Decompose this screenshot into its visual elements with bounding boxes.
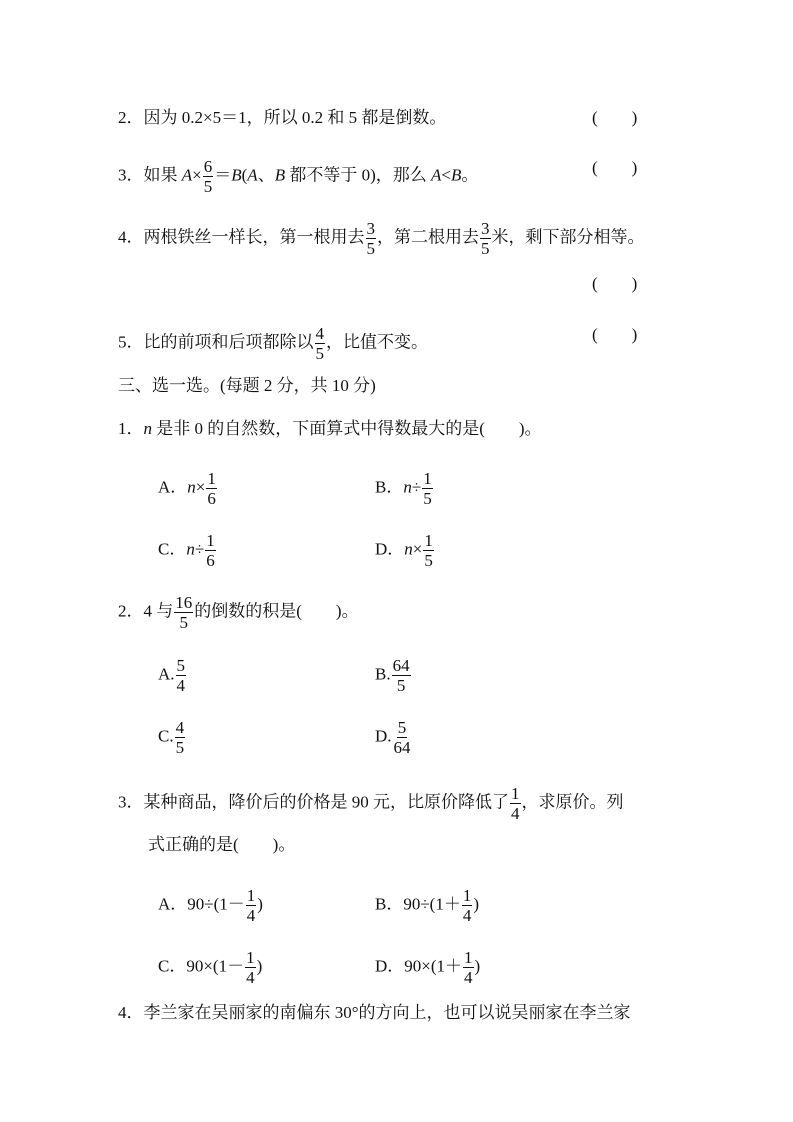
variable-b: B bbox=[274, 165, 286, 185]
answer-blank-judge-5[interactable]: ( ) bbox=[592, 325, 638, 344]
section-title: 三、选一选。(每题 2 分，共 10 分) bbox=[118, 376, 376, 395]
option-b[interactable] bbox=[375, 657, 412, 694]
fraction bbox=[393, 719, 412, 756]
variable-n: n bbox=[143, 419, 152, 438]
answer-blank-judge-3[interactable]: ( ) bbox=[592, 158, 638, 177]
numerator: 1 bbox=[464, 948, 473, 967]
operator: × bbox=[195, 477, 206, 497]
fraction bbox=[422, 470, 433, 507]
question-text: 。 bbox=[461, 165, 479, 185]
question-text: 都不等于 0)，那么 bbox=[285, 165, 431, 185]
variable-b: B bbox=[450, 165, 462, 185]
question-text: 3．如果 bbox=[118, 165, 182, 185]
choice-question-4: 4．李兰家在吴丽家的南偏东 30°的方向上，也可以说吴丽家在李兰家 bbox=[118, 1003, 631, 1022]
variable-a: A bbox=[247, 165, 258, 185]
expression: ) bbox=[256, 956, 263, 976]
choice-question-3-line2: 式正确的是( )。 bbox=[148, 835, 296, 854]
variable-a: A bbox=[181, 165, 193, 185]
expression: ) bbox=[257, 894, 263, 914]
option-a[interactable] bbox=[158, 887, 263, 924]
expression: ) bbox=[474, 956, 481, 976]
option-a[interactable] bbox=[158, 657, 187, 694]
choice-question-3 bbox=[118, 785, 624, 822]
choice-question-2 bbox=[118, 594, 359, 631]
judge-question-5 bbox=[118, 325, 428, 362]
numerator: 1 bbox=[423, 469, 432, 488]
question-text: ( bbox=[241, 165, 248, 185]
variable-b: B bbox=[231, 165, 242, 185]
option-label: A. bbox=[158, 664, 175, 684]
option-label: D． bbox=[375, 539, 405, 559]
fraction bbox=[510, 785, 521, 822]
answer-blank-judge-4[interactable]: ( ) bbox=[592, 274, 638, 293]
fraction bbox=[315, 325, 326, 362]
expression: ) bbox=[473, 894, 480, 914]
denominator: 6 bbox=[207, 489, 216, 508]
judge-question-4 bbox=[118, 220, 645, 257]
fraction bbox=[463, 949, 474, 986]
question-text: ＝ bbox=[214, 165, 232, 185]
denominator: 5 bbox=[424, 551, 433, 570]
denominator: 6 bbox=[206, 551, 215, 570]
operator: < bbox=[441, 165, 451, 185]
numerator: 4 bbox=[315, 324, 324, 343]
variable-a: A bbox=[431, 165, 442, 185]
option-d[interactable] bbox=[375, 719, 413, 756]
option-b[interactable] bbox=[375, 887, 479, 924]
option-c[interactable] bbox=[158, 719, 186, 756]
denominator: 5 bbox=[203, 177, 213, 196]
option-label: D. bbox=[375, 726, 392, 746]
denominator: 4 bbox=[464, 968, 473, 987]
fraction bbox=[203, 158, 214, 195]
option-label: D． bbox=[375, 956, 405, 976]
numerator: 4 bbox=[175, 718, 185, 737]
option-label: B． bbox=[375, 477, 404, 497]
expression: 90×(1－ bbox=[186, 956, 245, 976]
numerator: 1 bbox=[246, 886, 256, 905]
fraction bbox=[480, 220, 491, 257]
numerator: 3 bbox=[366, 219, 375, 238]
denominator: 4 bbox=[246, 968, 255, 987]
fraction bbox=[423, 532, 434, 569]
numerator: 5 bbox=[397, 718, 407, 737]
denominator: 4 bbox=[246, 906, 256, 925]
question-text: 4．两根铁丝一样长，第一根用去 bbox=[118, 227, 365, 247]
denominator: 4 bbox=[462, 906, 472, 925]
option-c[interactable] bbox=[158, 949, 262, 986]
question-text: ，第二根用去 bbox=[377, 227, 479, 247]
question-text: 5．比的前项和后项都除以 bbox=[118, 332, 314, 352]
judge-question-2 bbox=[118, 108, 446, 128]
denominator: 5 bbox=[179, 613, 188, 632]
denominator: 5 bbox=[315, 344, 324, 363]
fraction bbox=[176, 657, 187, 694]
question-text: 是非 0 的自然数，下面算式中得数最大的是( )。 bbox=[152, 419, 542, 438]
question-text: 米，剩下部分相等。 bbox=[491, 227, 645, 247]
numerator: 5 bbox=[176, 656, 186, 675]
numerator: 1 bbox=[424, 531, 433, 550]
option-label: B. bbox=[375, 664, 391, 684]
expression: 90÷(1＋ bbox=[403, 894, 461, 914]
question-text: 3．某种商品，降价后的价格是 90 元，比原价降低了 bbox=[118, 792, 509, 812]
option-label: A． bbox=[158, 894, 188, 914]
fraction bbox=[206, 470, 217, 507]
fraction bbox=[245, 949, 256, 986]
option-label: C． bbox=[158, 539, 187, 559]
numerator: 1 bbox=[207, 469, 216, 488]
answer-blank-judge-2[interactable]: ( ) bbox=[592, 108, 638, 127]
question-text: ，求原价。列 bbox=[521, 792, 624, 812]
fraction bbox=[174, 594, 193, 631]
fraction bbox=[366, 220, 377, 257]
fraction bbox=[392, 657, 411, 694]
option-label: C. bbox=[158, 726, 174, 746]
numerator: 16 bbox=[175, 593, 193, 612]
denominator: 5 bbox=[366, 239, 375, 258]
option-d[interactable] bbox=[375, 532, 435, 569]
numerator: 1 bbox=[206, 531, 215, 550]
expression: 90×(1＋ bbox=[404, 956, 463, 976]
question-text: ，比值不变。 bbox=[326, 332, 428, 352]
numerator: 1 bbox=[246, 948, 255, 967]
judge-question-3 bbox=[118, 158, 478, 195]
operator: ÷ bbox=[194, 539, 205, 559]
operator: × bbox=[192, 165, 202, 185]
question-text: 2．4 与 bbox=[118, 601, 174, 621]
question-text: 、 bbox=[257, 165, 275, 185]
denominator: 5 bbox=[423, 489, 432, 508]
numerator: 1 bbox=[511, 784, 520, 803]
numerator: 3 bbox=[481, 219, 490, 238]
variable-n: n bbox=[403, 477, 412, 497]
fraction bbox=[205, 532, 216, 569]
option-label: C． bbox=[158, 956, 187, 976]
option-b[interactable] bbox=[375, 470, 434, 507]
choice-question-1 bbox=[118, 419, 542, 439]
numerator: 64 bbox=[392, 656, 410, 675]
variable-n: n bbox=[186, 539, 195, 559]
option-d[interactable] bbox=[375, 949, 480, 986]
option-a[interactable] bbox=[158, 470, 218, 507]
operator: × bbox=[412, 539, 423, 559]
question-text: 的倒数的积是( )。 bbox=[194, 601, 359, 621]
judge-question-2-text: 2．因为 0.2×5＝1，所以 0.2 和 5 都是倒数。 bbox=[118, 108, 447, 127]
denominator: 4 bbox=[176, 676, 186, 695]
option-c[interactable] bbox=[158, 532, 217, 569]
fraction bbox=[246, 887, 257, 924]
question-text: 1． bbox=[118, 419, 144, 438]
denominator: 5 bbox=[481, 239, 490, 258]
numerator: 6 bbox=[203, 157, 213, 176]
denominator: 5 bbox=[175, 738, 185, 757]
operator: ÷ bbox=[411, 477, 422, 497]
numerator: 1 bbox=[462, 886, 472, 905]
variable-n: n bbox=[404, 539, 413, 559]
denominator: 64 bbox=[393, 738, 411, 757]
fraction bbox=[462, 887, 473, 924]
denominator: 5 bbox=[396, 676, 406, 695]
fraction bbox=[175, 719, 186, 756]
denominator: 4 bbox=[511, 804, 520, 823]
option-label: B． bbox=[375, 894, 404, 914]
expression: 90÷(1－ bbox=[187, 894, 245, 914]
option-label: A． bbox=[158, 477, 188, 497]
variable-n: n bbox=[187, 477, 196, 497]
